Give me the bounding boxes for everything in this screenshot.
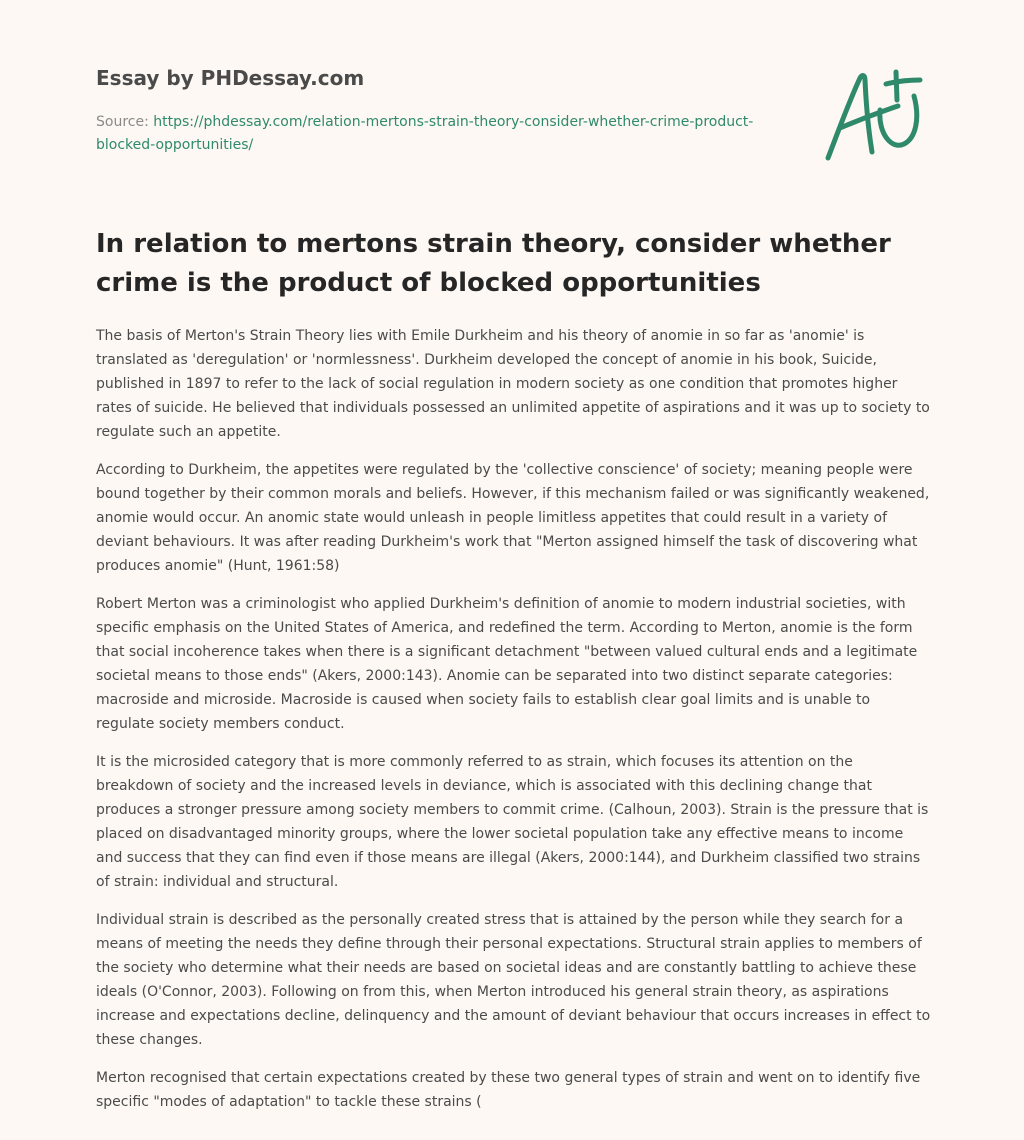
essay-paragraph: It is the microsided category that is more commonly referred to as strain, which focuses its attention on the breakdown of society and the increased levels in deviance, which is associated with this declining change that produces a stronger pressure among society members to commit crime. (Calhoun, 2003). Strain is the pressure that is placed on disadvantaged minority groups, where the lower societal population take any effective means to income and success that they can find even if those means are illegal (Akers, 2000:144), and Durkheim classified two strains of strain: individual and structural. — [96, 754, 929, 890]
source-line — [96, 111, 756, 157]
source-link[interactable]: https://phdessay.com/relation-mertons-strain-theory-consider-whether-crime-product-blocked-opportunities/ — [96, 114, 754, 153]
essay-title: In relation to mertons strain theory, consider whether crime is the product of blocked opportunities — [96, 229, 891, 298]
site-title: Essay by PHDessay.com — [96, 66, 365, 90]
essay-paragraph: Individual strain is described as the personally created stress that is attained by the person while they search for a means of meeting the needs they define through their personal expectations. Structural strain applies to members of the society who determine what their needs are based on societal ideas and are constantly battling to achieve these ideals (O'Connor, 2003). Following on from this, when Merton introduced his general strain theory, as aspirations increase and expectations decline, delinquency and the amount of deviant behaviour that occurs increases in effect to these changes. — [96, 912, 931, 1048]
essay-paragraph: Robert Merton was a criminologist who applied Durkheim's definition of anomie to modern industrial societies, with specific emphasis on the United States of America, and redefined the term. According to Merton, anomie is the form that social incoherence takes when there is a significant detachment "between valued cultural ends and a legitimate societal means to those ends" (Akers, 2000:143). Anomie can be separated into two distinct separate categories: macroside and microside. Macroside is caused when society fails to establish clear goal limits and is unable to regulate society members conduct. — [96, 596, 918, 732]
source-label: Source: — [96, 114, 149, 130]
essay-paragraph: Merton recognised that certain expectations created by these two general types of strain and went on to identify five specific "modes of adaptation" to tackle these strains ( — [96, 1070, 921, 1110]
essay-paragraph: The basis of Merton's Strain Theory lies with Emile Durkheim and his theory of anomie in so far as 'anomie' is translated as 'deregulation' or 'normlessness'. Durkheim developed the concept of anomie in his book, Suicide, published in 1897 to refer to the lack of social regulation in modern society as one condition that promotes higher rates of suicide. He believed that individuals possessed an unlimited appetite of aspirations and it was up to society to regulate such an appetite. — [96, 328, 930, 440]
essay-paragraph: According to Durkheim, the appetites were regulated by the 'collective conscience' of society; meaning people were bound together by their common morals and beliefs. However, if this mechanism failed or was significantly weakened, anomie would occur. An anomic state would unleash in people limitless appetites that could result in a variety of deviant behaviours. It was after reading Durkheim's work that "Merton assigned himself the task of discovering what produces anomie" (Hunt, 1961:58) — [96, 462, 930, 574]
essay-body — [96, 324, 932, 1128]
a-plus-logo — [824, 66, 928, 166]
